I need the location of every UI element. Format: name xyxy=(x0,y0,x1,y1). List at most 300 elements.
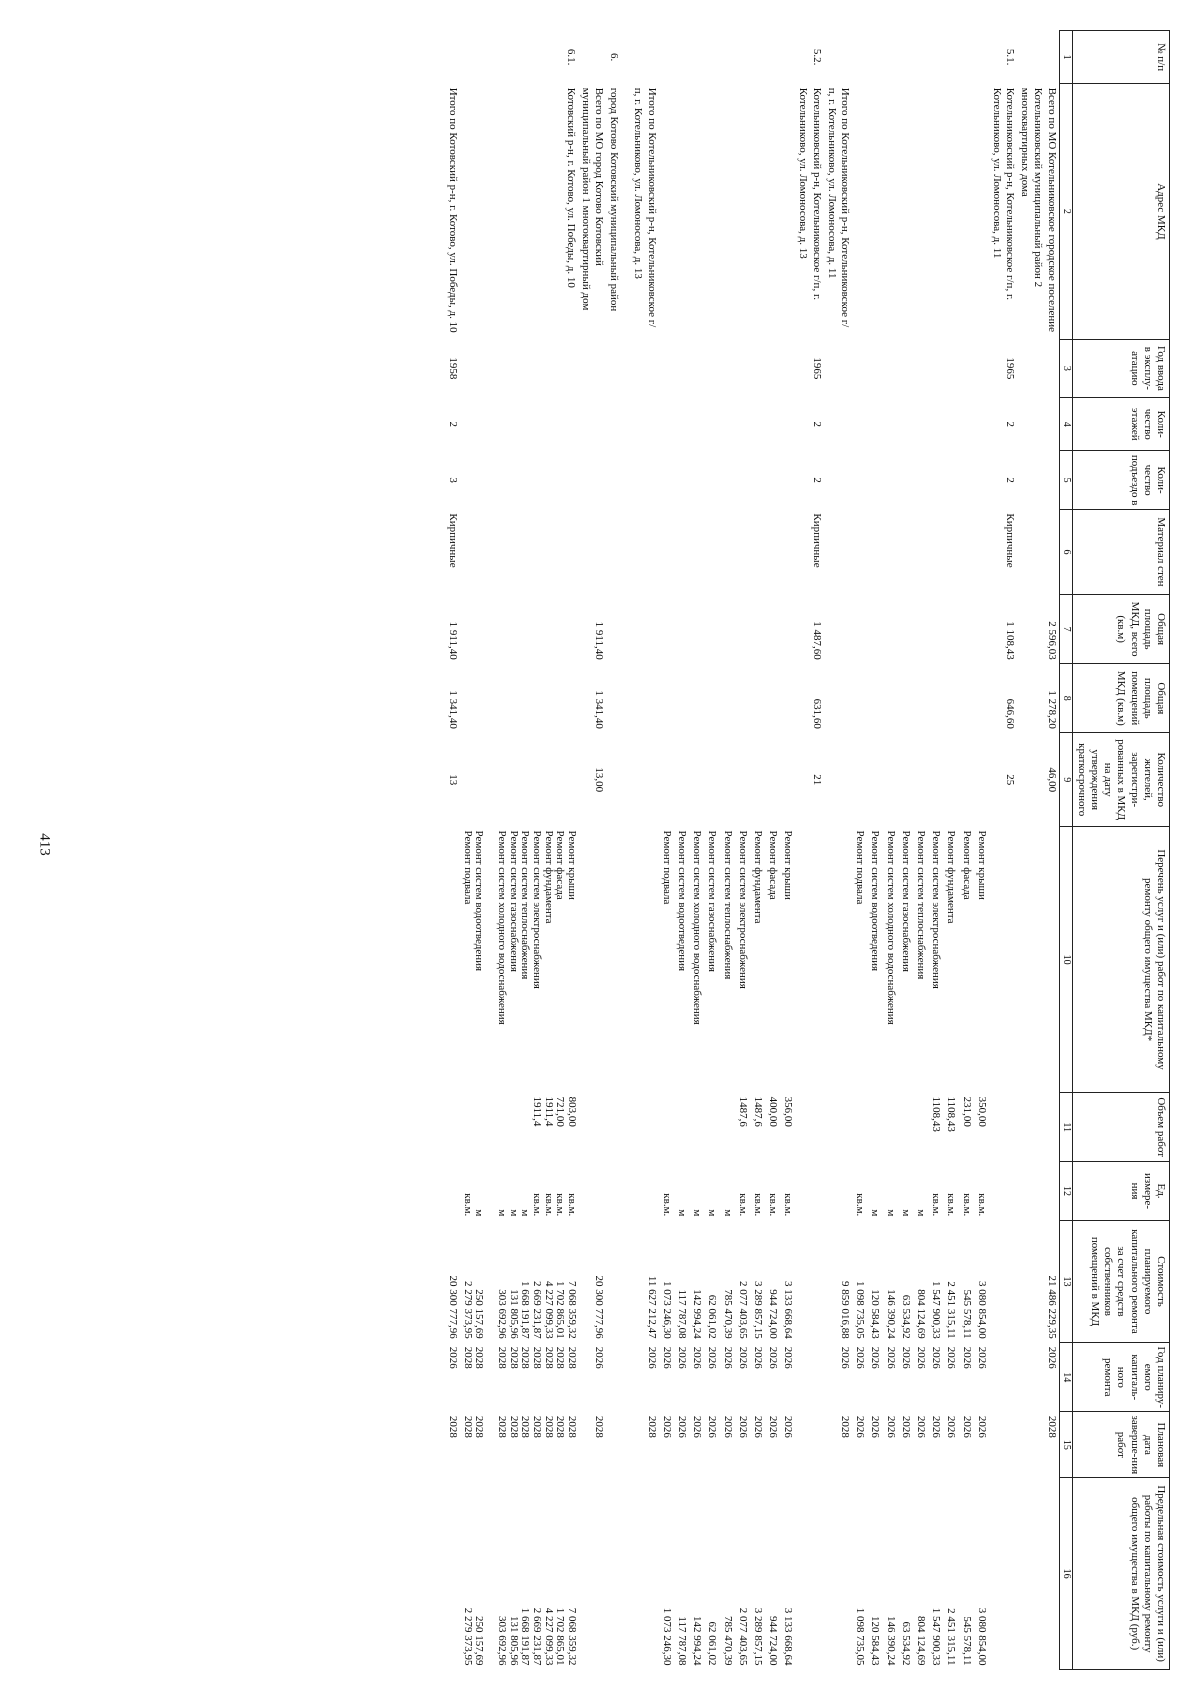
cell xyxy=(882,595,897,664)
stacked-line: 1 668 191,87 xyxy=(519,1280,532,1339)
stacked-line xyxy=(507,1097,519,1158)
stacked-line: 2028 xyxy=(473,1346,486,1369)
table-row-work xyxy=(958,31,973,1670)
cell xyxy=(719,84,734,339)
cell: кв.м. xyxy=(945,1193,958,1217)
column-number: 13 xyxy=(1059,1220,1072,1342)
cell: 1965 xyxy=(1004,357,1017,380)
cell: 2026 xyxy=(945,1346,958,1369)
column-header: Ед. измере-ния xyxy=(1072,1162,1169,1221)
cell: 2026 xyxy=(899,1415,912,1438)
cell xyxy=(719,31,734,84)
table-row-work xyxy=(689,31,704,1670)
stacked-line: м xyxy=(473,1209,486,1217)
cell: 2026 xyxy=(960,1415,973,1438)
table-row-work xyxy=(719,31,734,1670)
cell xyxy=(898,31,913,84)
cell xyxy=(445,827,460,1093)
cell xyxy=(750,595,765,664)
cell xyxy=(750,733,765,827)
cell: 3 289 857,15 xyxy=(751,1607,764,1666)
cell: 2026 xyxy=(721,1415,734,1438)
cell: 120 584,43 xyxy=(869,1289,882,1339)
cell xyxy=(704,451,719,510)
cell xyxy=(795,827,823,1093)
cell xyxy=(913,664,928,733)
cell xyxy=(735,733,750,827)
cell: м xyxy=(706,1209,719,1217)
cell: Ремонт систем теплоснабжения xyxy=(721,830,734,980)
stacked-line: 2028 xyxy=(531,1415,544,1438)
cell xyxy=(578,1093,606,1162)
cell: 2026 xyxy=(706,1415,719,1438)
cell xyxy=(659,398,674,451)
stacked-cell xyxy=(460,1220,577,1342)
cell xyxy=(928,733,943,827)
cell xyxy=(958,733,973,827)
cell xyxy=(898,733,913,827)
table-row-section xyxy=(606,31,630,1670)
cell xyxy=(630,664,658,733)
stacked-cell xyxy=(460,1093,577,1162)
cell: 25 xyxy=(1004,774,1017,786)
cell: Ремонт крыши xyxy=(975,830,988,900)
cell: 142 994,24 xyxy=(691,1616,704,1666)
cell xyxy=(674,84,689,339)
cell xyxy=(824,827,852,1093)
stacked-line: Ремонт фундамента xyxy=(542,830,555,924)
cell xyxy=(882,451,897,510)
cell: 1 487,60 xyxy=(810,621,823,660)
cell xyxy=(765,595,780,664)
cell: 2026 xyxy=(691,1346,704,1369)
cell xyxy=(630,733,658,827)
cell xyxy=(989,827,1017,1093)
stacked-cell xyxy=(460,1478,577,1670)
cell xyxy=(852,84,867,339)
cell xyxy=(578,31,606,84)
cell xyxy=(630,451,658,510)
cell xyxy=(735,451,750,510)
column-number: 4 xyxy=(1059,398,1072,451)
cell: Всего по МО Котельниковское городское поселение Котельниковский муниципальный район 2 многоквартирных дома xyxy=(1019,87,1058,333)
cell: м xyxy=(884,1209,897,1217)
cell xyxy=(704,664,719,733)
stacked-line: 2028 xyxy=(507,1346,520,1369)
cell: 2026 xyxy=(960,1346,973,1369)
cell: 1 108,43 xyxy=(1004,621,1017,660)
stacked-line: 250 157,69 xyxy=(473,1616,486,1666)
cell: 356,00 xyxy=(782,1096,795,1127)
cell: 2 xyxy=(810,477,823,483)
cell: 120 584,43 xyxy=(869,1616,882,1666)
stacked-line: 4 227 099,33 xyxy=(542,1607,555,1666)
cell: Ремонт систем теплоснабжения xyxy=(915,830,927,980)
cell: 2026 xyxy=(782,1415,795,1438)
cell xyxy=(943,451,958,510)
cell: Котельниковский р-н, Котельниковское г/п, г. Котельниково, ул. Ломоносова, д. 11 xyxy=(990,87,1017,300)
cell xyxy=(606,398,630,451)
stacked-line: 2028 xyxy=(542,1346,555,1369)
stacked-line xyxy=(484,1347,496,1408)
stacked-line: 4 227 099,33 xyxy=(542,1280,555,1339)
cell: кв.м. xyxy=(854,1193,867,1217)
cell xyxy=(674,664,689,733)
cell xyxy=(867,451,882,510)
cell: 400,00 xyxy=(767,1096,780,1127)
cell: 3 080 854,00 xyxy=(975,1280,988,1339)
cell: 2026 xyxy=(915,1415,927,1438)
cell xyxy=(1017,339,1059,398)
stacked-line: 1911,4 xyxy=(531,1096,544,1127)
cell: Ремонт фасада xyxy=(960,830,973,900)
cell xyxy=(974,733,989,827)
cell xyxy=(852,451,867,510)
cell xyxy=(765,509,780,594)
cell xyxy=(750,31,765,84)
cell: 2 xyxy=(447,421,460,427)
cell xyxy=(1017,398,1059,451)
stacked-line: 2028 xyxy=(496,1346,509,1369)
cell: 2026 xyxy=(975,1346,988,1369)
cell: 1 278,20 xyxy=(1045,690,1058,729)
cell: Ремонт систем газоснабжения xyxy=(899,830,912,972)
stacked-line: 2 279 373,95 xyxy=(461,1607,474,1666)
cell xyxy=(735,84,750,339)
cell xyxy=(719,339,734,398)
cell xyxy=(674,398,689,451)
cell: Ремонт систем водоотведения xyxy=(676,830,688,972)
cell: 1 098 735,05 xyxy=(854,1607,867,1666)
cell xyxy=(780,451,795,510)
cell: кв.м. xyxy=(660,1193,673,1217)
cell: м xyxy=(915,1209,927,1217)
column-header: Количество жителей, зарегистри-рованных в МКД на дату утверждения краткосрочного xyxy=(1072,733,1169,827)
cell xyxy=(674,595,689,664)
cell xyxy=(606,451,630,510)
table-row-work xyxy=(913,31,928,1670)
column-header: Плановая дата заверше-ния работ xyxy=(1072,1412,1169,1478)
cell xyxy=(704,1093,719,1162)
column-header: Объем работ xyxy=(1072,1093,1169,1162)
cell xyxy=(795,1162,823,1221)
cell xyxy=(795,1412,823,1478)
stacked-line xyxy=(484,1224,496,1338)
cell: 6.1. xyxy=(564,48,577,66)
table-row-work xyxy=(674,31,689,1670)
cell: 1958 xyxy=(447,357,460,380)
cell: 1 911,40 xyxy=(447,621,460,660)
cell xyxy=(704,509,719,594)
cell xyxy=(659,1093,674,1162)
cell xyxy=(606,1412,630,1478)
cell xyxy=(974,398,989,451)
cell xyxy=(765,339,780,398)
stacked-line: 303 692,96 xyxy=(496,1289,509,1339)
table-row-item xyxy=(445,31,460,1670)
cell xyxy=(958,451,973,510)
cell: 1 547 900,33 xyxy=(930,1607,943,1666)
cell: 1108,43 xyxy=(930,1096,943,1132)
cell xyxy=(867,398,882,451)
cell xyxy=(1017,1162,1059,1221)
cell xyxy=(460,733,577,827)
cell xyxy=(913,595,928,664)
cell: 3 133 668,64 xyxy=(782,1280,795,1339)
cell: 2026 xyxy=(660,1346,673,1369)
cell: город Котово Котовский муниципальный район xyxy=(608,87,621,312)
cell xyxy=(630,339,658,398)
cell: 2026 xyxy=(884,1415,897,1438)
cell xyxy=(750,84,765,339)
cell xyxy=(719,595,734,664)
stacked-line: 2028 xyxy=(565,1415,578,1438)
cell xyxy=(989,1220,1017,1342)
stacked-line: 2028 xyxy=(519,1415,532,1438)
cell: Ремонт фундамента xyxy=(945,830,958,924)
cell xyxy=(630,1478,658,1670)
cell xyxy=(928,664,943,733)
cell xyxy=(606,664,630,733)
cell: Кирпичные xyxy=(447,513,460,568)
stacked-line: Ремонт крыши xyxy=(565,830,578,900)
cell: 2 077 403,65 xyxy=(736,1280,749,1339)
cell: 13 xyxy=(447,774,460,786)
cell xyxy=(689,31,704,84)
cell xyxy=(974,339,989,398)
cell: 2028 xyxy=(839,1415,852,1438)
cell: 2026 xyxy=(975,1415,988,1438)
cell xyxy=(606,1478,630,1670)
cell xyxy=(445,1093,460,1162)
table-row-work xyxy=(943,31,958,1670)
cell xyxy=(882,31,897,84)
cell xyxy=(958,595,973,664)
cell: 2026 xyxy=(930,1415,943,1438)
cell xyxy=(882,84,897,339)
column-header: Коли-чество этажей xyxy=(1072,398,1169,451)
cell xyxy=(630,1093,658,1162)
column-number: 8 xyxy=(1059,664,1072,733)
cell: 785 470,39 xyxy=(721,1616,734,1666)
cell xyxy=(958,398,973,451)
stacked-line: 2 669 231,87 xyxy=(531,1607,544,1666)
cell: 2028 xyxy=(645,1415,658,1438)
cell xyxy=(974,31,989,84)
table-row-work xyxy=(882,31,897,1670)
cell: 2026 xyxy=(751,1346,764,1369)
cell: 9 859 016,88 xyxy=(839,1280,852,1339)
table-row-work xyxy=(780,31,795,1670)
cell xyxy=(824,1093,852,1162)
stacked-line: 2028 xyxy=(554,1346,567,1369)
stacked-line: 131 805,96 xyxy=(507,1289,520,1339)
cell xyxy=(630,595,658,664)
cell xyxy=(1017,1093,1059,1162)
cell xyxy=(867,664,882,733)
cell xyxy=(780,398,795,451)
stacked-line: Ремонт систем газоснабжения xyxy=(507,830,520,972)
cell xyxy=(765,84,780,339)
rotated-sheet xyxy=(50,30,1170,1670)
cell xyxy=(704,595,719,664)
cell xyxy=(606,595,630,664)
cell xyxy=(852,31,867,84)
cell xyxy=(898,664,913,733)
cell xyxy=(928,451,943,510)
cell xyxy=(882,509,897,594)
cell: 2028 xyxy=(593,1415,606,1438)
column-number: 5 xyxy=(1059,451,1072,510)
cell xyxy=(898,509,913,594)
cell xyxy=(460,398,577,451)
cell: Итого по Котовский р-н, г. Котово, ул. Победы, д. 10 xyxy=(447,87,460,333)
table-row-work xyxy=(765,31,780,1670)
cell xyxy=(445,1162,460,1221)
stacked-line: 2 279 373,95 xyxy=(461,1280,474,1339)
cell xyxy=(943,339,958,398)
table-body xyxy=(445,31,1059,1670)
table-row-summary xyxy=(824,31,852,1670)
cell xyxy=(795,1093,823,1162)
cell xyxy=(824,595,852,664)
table-row-item xyxy=(989,31,1017,1670)
cell xyxy=(606,339,630,398)
cell: 1487,6 xyxy=(751,1096,764,1127)
column-number: 7 xyxy=(1059,595,1072,664)
cell xyxy=(719,451,734,510)
stacked-line: 2028 xyxy=(542,1415,555,1438)
stacked-line: 7 068 359,32 xyxy=(565,1280,578,1339)
cell xyxy=(750,339,765,398)
cell xyxy=(735,509,750,594)
cell xyxy=(852,595,867,664)
stacked-cell xyxy=(460,1343,577,1412)
stacked-line: м xyxy=(496,1209,509,1217)
cell: 2 xyxy=(1004,477,1017,483)
cell xyxy=(974,84,989,339)
cell xyxy=(765,664,780,733)
cell: 146 390,24 xyxy=(884,1616,897,1666)
cell xyxy=(606,1093,630,1162)
cell xyxy=(750,451,765,510)
cell xyxy=(750,664,765,733)
column-header: Предельная стоимость услуги и (или) работы по капитальному ремонту общего имущества в МКД (руб.) xyxy=(1072,1478,1169,1670)
cell xyxy=(898,1093,913,1162)
cell: Ремонт систем электроснабжения xyxy=(736,830,749,989)
column-number: 9 xyxy=(1059,733,1072,827)
cell: 2026 xyxy=(676,1346,688,1369)
cell xyxy=(1017,1478,1059,1670)
stacked-line: кв.м. xyxy=(554,1193,567,1217)
cell xyxy=(689,339,704,398)
cell: 2026 xyxy=(767,1346,780,1369)
cell: 2 xyxy=(1004,421,1017,427)
cell: Итого по Котельниковский р-н, Котельниковское г/п, г. Котельниково, ул. Ломоносова, д. 11 xyxy=(825,87,852,328)
cell xyxy=(867,84,882,339)
cell: 944 724,00 xyxy=(767,1616,780,1666)
cell xyxy=(659,31,674,84)
cell: 117 787,08 xyxy=(676,1289,688,1339)
cell xyxy=(989,1093,1017,1162)
cell: 804 124,69 xyxy=(915,1289,927,1339)
cell xyxy=(689,664,704,733)
stacked-line: 2028 xyxy=(554,1415,567,1438)
cell: Ремонт систем водоотведения xyxy=(869,830,882,972)
cell: м xyxy=(899,1209,912,1217)
cell xyxy=(898,84,913,339)
stacked-line: Ремонт подвала xyxy=(461,830,474,905)
cell: кв.м. xyxy=(930,1193,943,1217)
cell: м xyxy=(691,1209,704,1217)
cell: 5.1. xyxy=(1004,48,1017,66)
cell: 20 300 777,96 xyxy=(447,1275,460,1339)
stacked-line xyxy=(484,1166,496,1217)
stacked-line: 721,00 xyxy=(554,1096,567,1127)
cell: Итого по Котельниковский р-н, Котельниковское г/п, г. Котельниково, ул. Ломоносова, д. 13 xyxy=(632,87,658,328)
stacked-line: 7 068 359,32 xyxy=(565,1607,578,1666)
cell xyxy=(719,664,734,733)
stacked-cell xyxy=(460,1412,577,1478)
column-number-row xyxy=(1059,31,1072,1670)
cell: 1 098 735,05 xyxy=(854,1280,867,1339)
cell: Котовский р-н, г. Котово, ул. Победы, д. 10 xyxy=(564,87,577,288)
cell: 13,00 xyxy=(593,767,606,793)
cell: 2026 xyxy=(691,1415,704,1438)
cell: 2026 xyxy=(930,1346,943,1369)
table-row-summary xyxy=(1017,31,1059,1670)
cell xyxy=(689,733,704,827)
cell: 1108,43 xyxy=(945,1096,958,1132)
cell: кв.м. xyxy=(960,1193,973,1217)
cell: 5.2. xyxy=(810,48,823,66)
cell: Ремонт систем газоснабжения xyxy=(706,830,719,972)
cell xyxy=(659,84,674,339)
cell: 2026 xyxy=(854,1415,867,1438)
cell xyxy=(735,664,750,733)
cell xyxy=(943,509,958,594)
cell xyxy=(578,398,606,451)
table-row-work xyxy=(898,31,913,1670)
cell xyxy=(852,398,867,451)
cell xyxy=(445,31,460,84)
cell: 62 061,02 xyxy=(706,1621,719,1666)
stacked-line xyxy=(473,1097,485,1158)
cell xyxy=(943,84,958,339)
cell xyxy=(928,398,943,451)
cell xyxy=(898,398,913,451)
cell xyxy=(689,1093,704,1162)
cell xyxy=(689,398,704,451)
stacked-line: кв.м. xyxy=(542,1193,555,1217)
cell xyxy=(780,509,795,594)
cell xyxy=(882,664,897,733)
table-row-work xyxy=(735,31,750,1670)
cell xyxy=(928,339,943,398)
cell xyxy=(867,733,882,827)
cell: 2026 xyxy=(869,1346,882,1369)
cell xyxy=(674,509,689,594)
cell: 1 073 246,30 xyxy=(660,1607,673,1666)
cell xyxy=(958,31,973,84)
cell xyxy=(882,1093,897,1162)
cell xyxy=(659,509,674,594)
stacked-line: 2028 xyxy=(565,1346,578,1369)
cell: 2 451 315,11 xyxy=(945,1608,958,1666)
cell xyxy=(765,398,780,451)
cell xyxy=(704,31,719,84)
cell: 2 451 315,11 xyxy=(945,1281,958,1339)
